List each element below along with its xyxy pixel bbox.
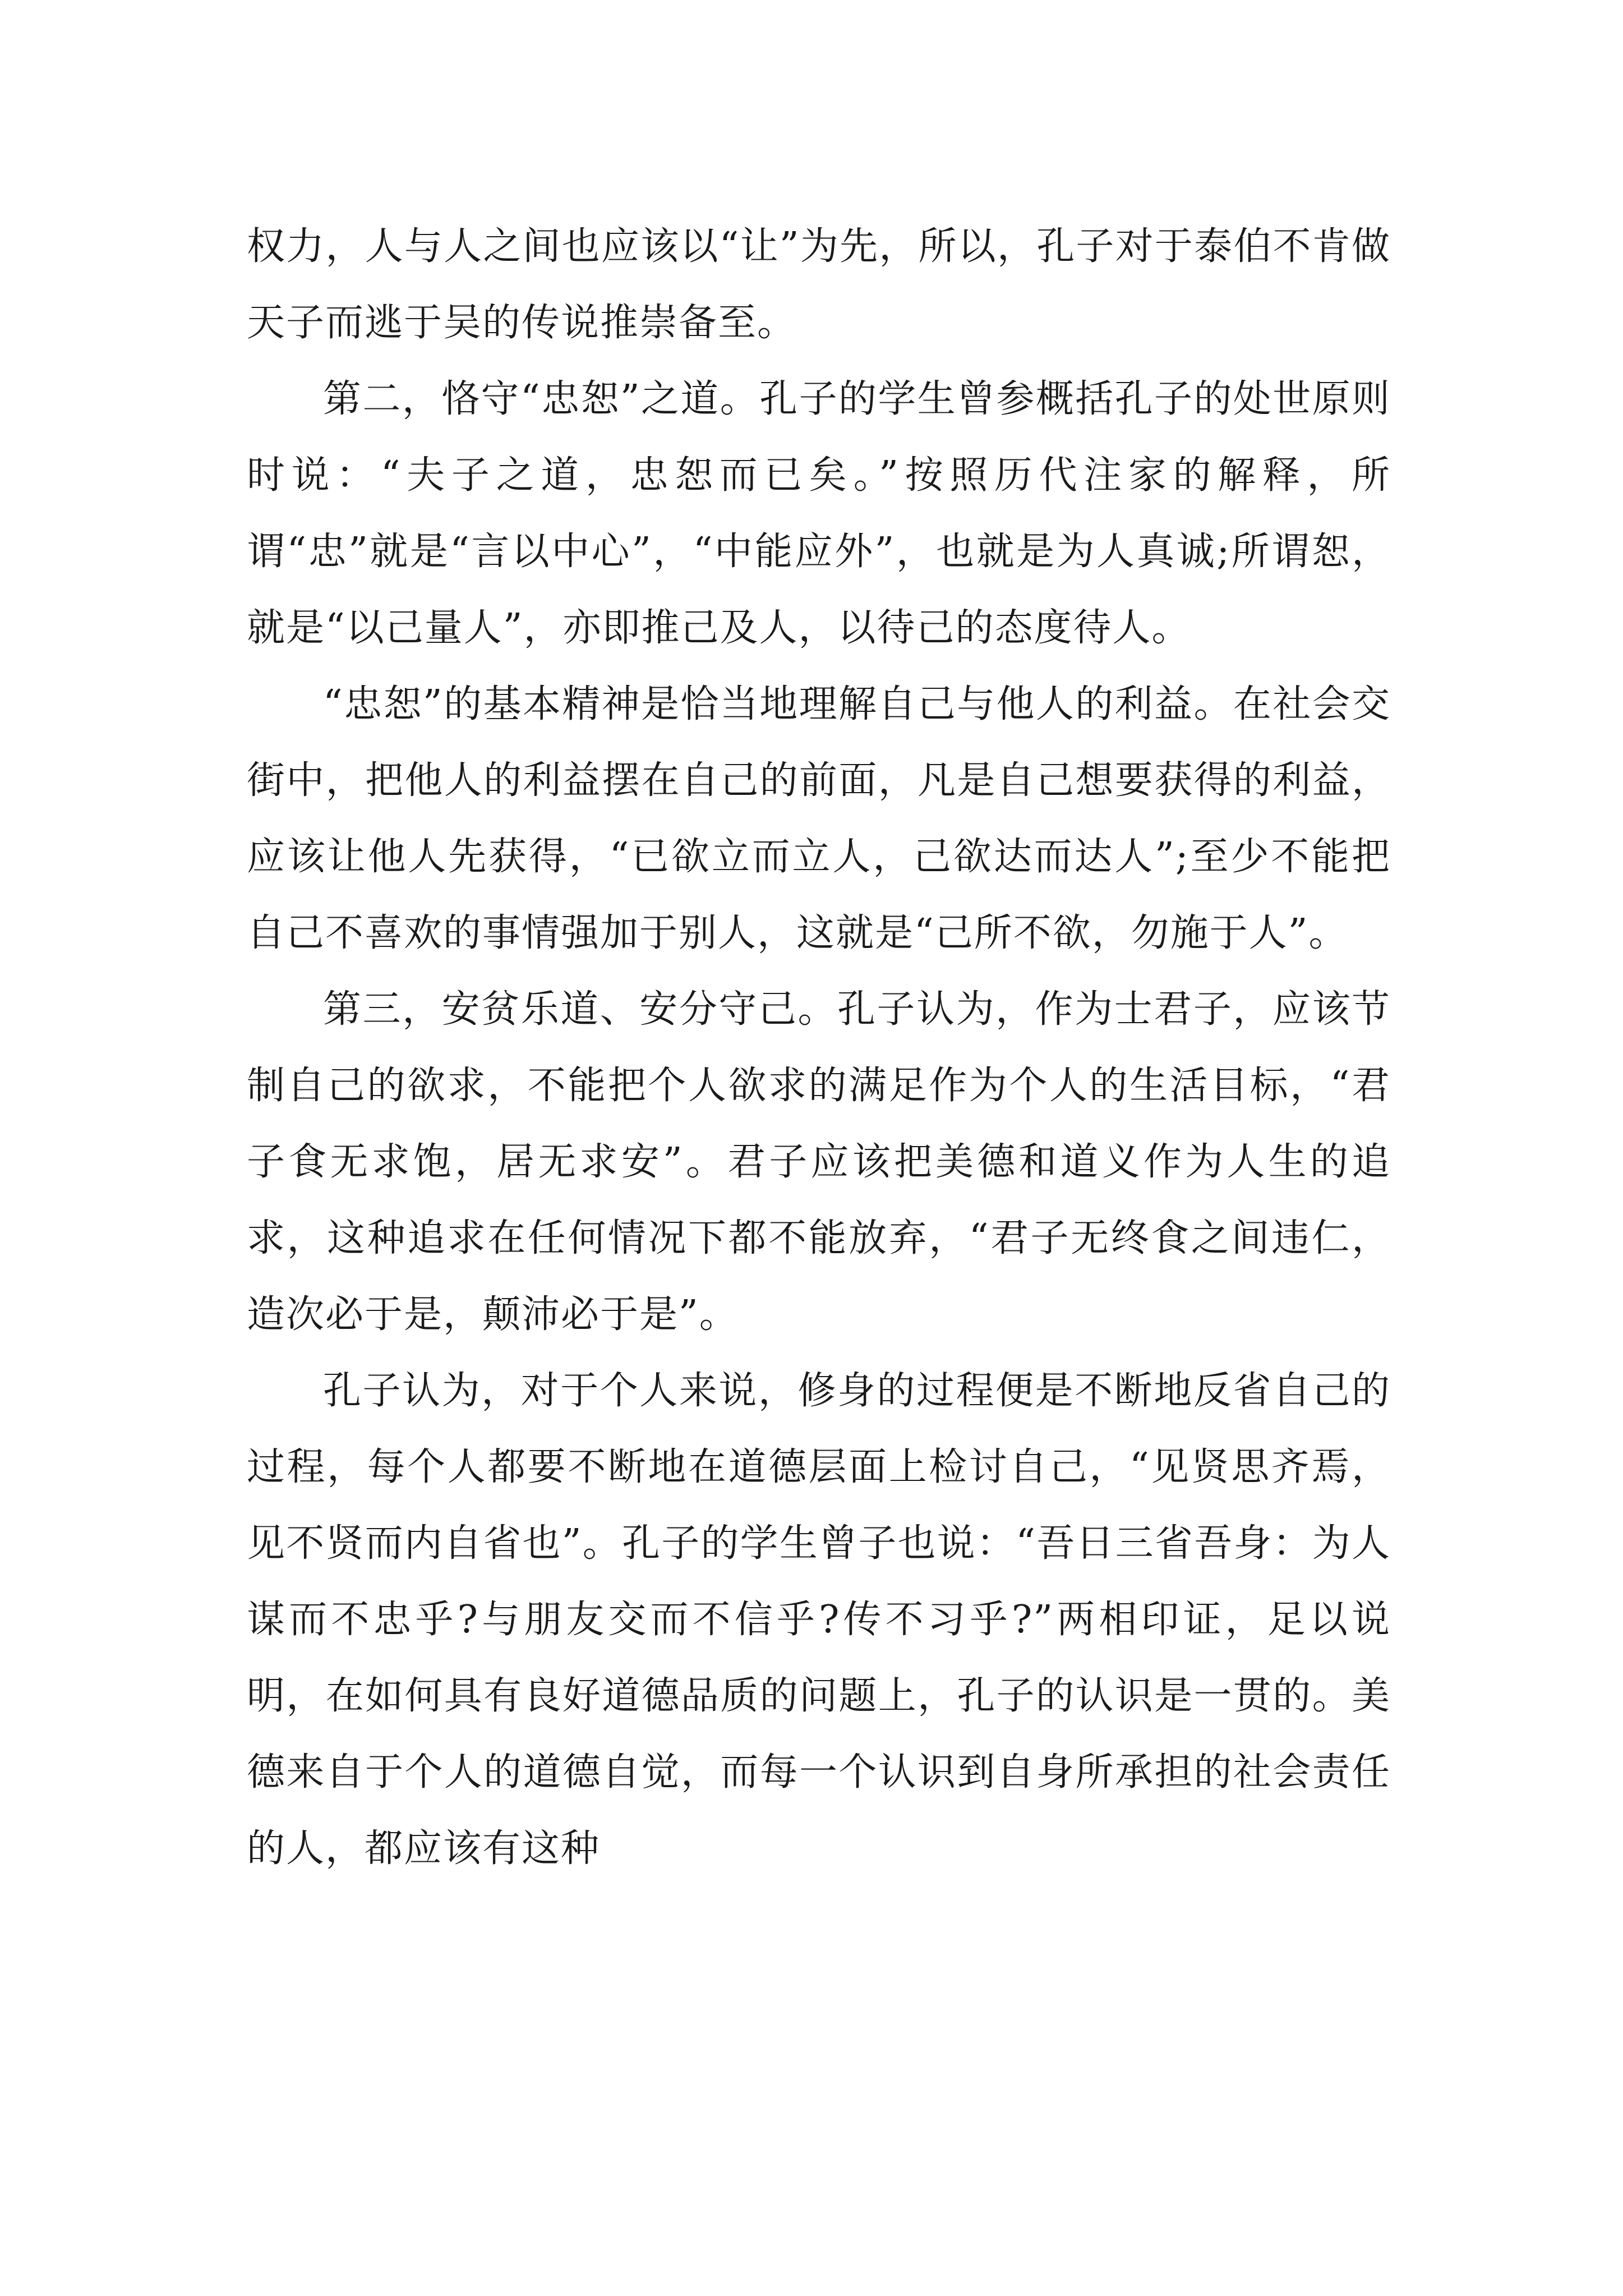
paragraph-zhongshu-principle: 第二，恪守“忠恕”之道。孔子的学生曾参概括孔子的处世原则时说：“夫子之道，忠恕而已矣。”按照历代注家的解释，所谓“忠”就是“言以中心”，“中能应外”，也就是为人真诚;所谓恕，就是“以己量人”，亦即推己及人，以待己的态度待人。 bbox=[247, 377, 1391, 650]
paragraph-anpin-ledao: 第三，安贫乐道、安分守己。孔子认为，作为士君子，应该节制自己的欲求，不能把个人欲求的满足作为个人的生活目标，“君子食无求饱，居无求安”。君子应该把美德和道义作为人生的追求，这种追求在任何情况下都不能放弃，“君子无终食之间违仁，造次必于是，颠沛必于是”。 bbox=[247, 987, 1391, 1337]
document-body bbox=[247, 209, 1391, 1887]
paragraph-zhongshu-spirit: “忠恕”的基本精神是恰当地理解自己与他人的利益。在社会交街中，把他人的利益摆在自己的前面，凡是自己想要获得的利益，应该让他人先获得，“已欲立而立人，己欲达而达人”;至少不能把自己不喜欢的事情强加于别人，这就是“己所不欲，勿施于人”。 bbox=[247, 682, 1391, 955]
paragraph-continuation: 权力，人与人之间也应该以“让”为先，所以，孔子对于泰伯不肯做天子而逃于吴的传说推崇备至。 bbox=[247, 224, 1391, 345]
paragraph-self-reflection: 孔子认为，对于个人来说，修身的过程便是不断地反省自己的过程，每个人都要不断地在道德层面上检讨自己，“见贤思齐焉，见不贤而内自省也”。孔子的学生曾子也说：“吾日三省吾身：为人谋而不忠乎?与朋友交而不信乎?传不习乎?”两相印证，足以说明，在如何具有良好道德品质的问题上，孔子的认识是一贯的。美德来自于个人的道德自觉，而每一个认识到自身所承担的社会责任的人，都应该有这种 bbox=[247, 1369, 1391, 1871]
